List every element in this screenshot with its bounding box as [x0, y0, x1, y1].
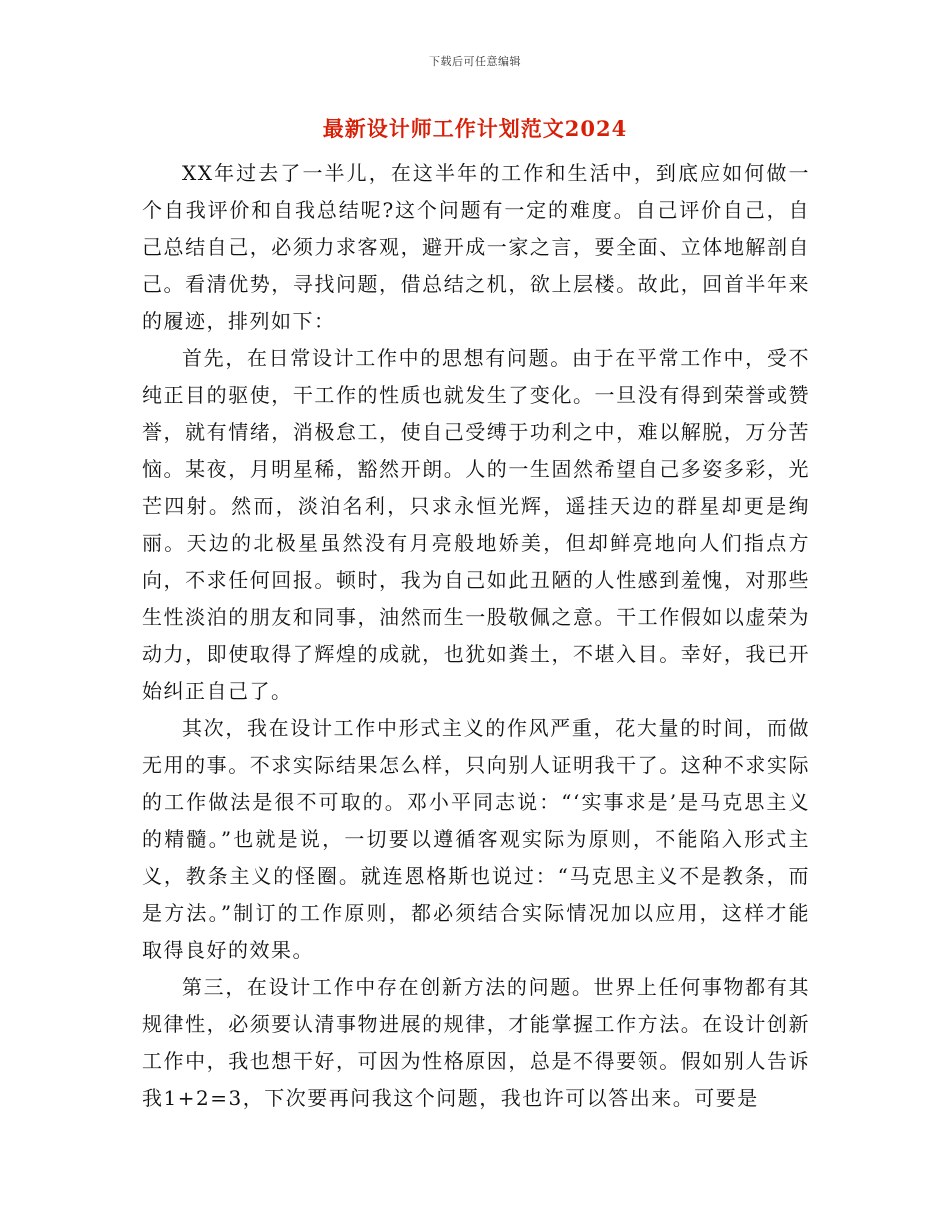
paragraph-second: 其次，我在设计工作中形式主义的作风严重，花大量的时间，而做无用的事。不求实际结果怎么样，只向别人证明我干了。这种不求实际的工作做法是很不可取的。邓小平同志说：“‘实事求是’是马克思主义的精髓。”也就是说，一切要以遵循客观实际为原则，不能陷入形式主义，教条主义的怪圈。就连恩格斯也说过：“马克思主义不是教条，而是方法。”制订的工作原则，都必须结合实际情况加以应用，这样才能取得良好的效果。 — [142, 716, 810, 962]
document-body — [142, 155, 810, 1117]
paragraph-first: 首先，在日常设计工作中的思想有问题。由于在平常工作中，受不纯正目的驱使，干工作的性质也就发生了变化。一旦没有得到荣誉或赞誉，就有情绪，消极怠工，使自己受缚于功利之中，难以解脱，万分苦恼。某夜，月明星稀，豁然开朗。人的一生固然希望自己多姿多彩，光芒四射。然而，淡泊名利，只求永恒光辉，遥挂天边的群星却更是绚丽。天边的北极星虽然没有月亮般地娇美，但却鲜亮地向人们指点方向，不求任何回报。顿时，我为自己如此丑陋的人性感到羞愧，对那些生性淡泊的朋友和同事，油然而生一股敬佩之意。干工作假如以虚荣为动力，即使取得了辉煌的成就，也犹如粪土，不堪入目。幸好，我已开始纠正自己了。 — [142, 346, 810, 703]
paragraph-third: 第三，在设计工作中存在创新方法的问题。世界上任何事物都有其规律性，必须要认清事物进展的规律，才能掌握工作方法。在设计创新工作中，我也想干好，可因为性格原因，总是不得要领。假如别人告诉我1+2=3，下次要再问我这个问题，我也许可以答出来。可要是 — [142, 975, 810, 1110]
paragraph-intro: XX年过去了一半儿，在这半年的工作和生活中，到底应如何做一个自我评价和自我总结呢?这个问题有一定的难度。自己评价自己，自己总结自己，必须力求客观，避开成一家之言，要全面、立体地解剖自己。看清优势，寻找问题，借总结之机，欲上层楼。故此，回首半年来的履迹，排列如下： — [142, 161, 810, 333]
header-note: 下载后可任意编辑 — [429, 55, 521, 68]
document-title: 最新设计师工作计划范文2024 — [322, 116, 628, 141]
